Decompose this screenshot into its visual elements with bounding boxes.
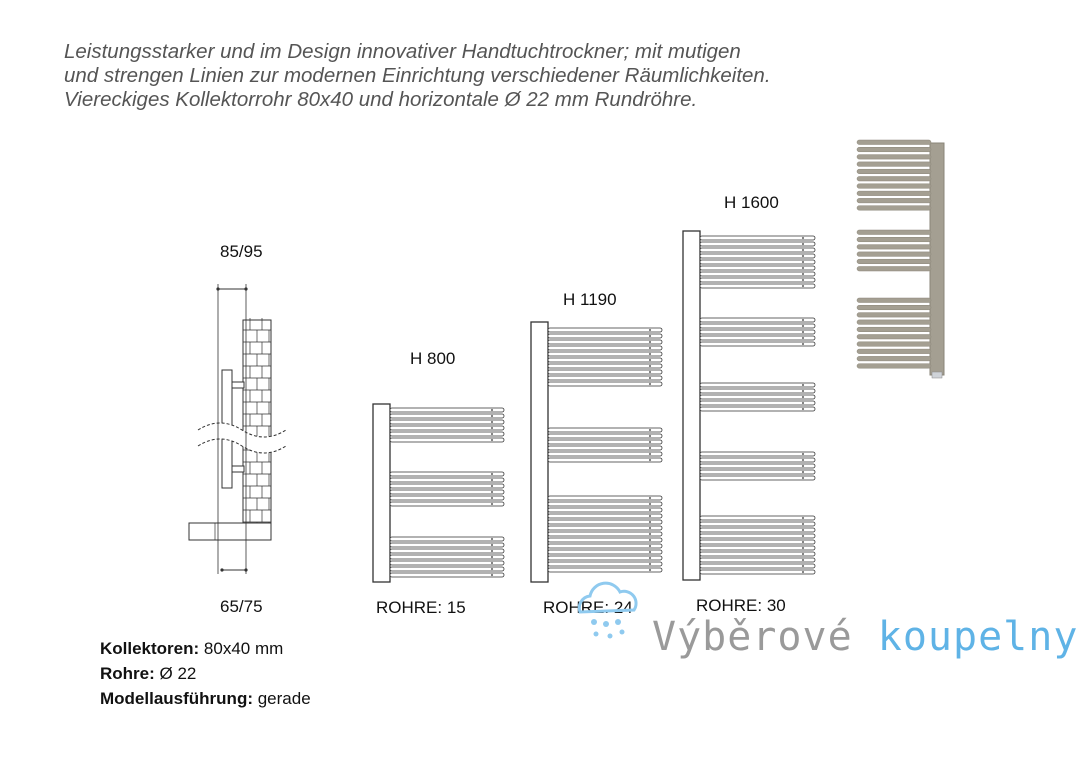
side-view-drawing — [189, 284, 286, 574]
tube — [700, 407, 815, 411]
tube — [700, 476, 815, 480]
tube — [548, 562, 662, 566]
tube-cap — [491, 485, 493, 487]
shower-cloud-icon — [570, 572, 650, 662]
spec-model — [100, 686, 311, 711]
tube — [700, 336, 815, 340]
tube — [700, 528, 815, 532]
tube-cap — [491, 544, 493, 546]
product-tube — [857, 298, 931, 303]
tube-cap — [649, 335, 651, 337]
tube-cap — [649, 521, 651, 523]
tube-cap — [802, 255, 804, 257]
tube — [390, 408, 504, 412]
tube-cap — [649, 441, 651, 443]
tube — [548, 376, 662, 380]
tube-cap — [649, 551, 651, 553]
tube-cap — [802, 541, 804, 543]
tube-cap — [649, 515, 651, 517]
tube — [548, 556, 662, 560]
tube-cap — [649, 509, 651, 511]
tube — [548, 328, 662, 332]
tube — [390, 549, 504, 553]
model-h1600-tubes-label: ROHRE: 30 — [696, 596, 786, 615]
spec-tubes — [100, 661, 311, 686]
tube — [390, 502, 504, 506]
tube-cap — [649, 503, 651, 505]
tube — [700, 522, 815, 526]
product-tube — [857, 191, 931, 196]
tube — [548, 514, 662, 518]
product-tube — [857, 230, 931, 235]
tube-cap — [802, 529, 804, 531]
tube — [700, 534, 815, 538]
tube — [548, 440, 662, 444]
tube — [700, 330, 815, 334]
tube-cap — [491, 538, 493, 540]
tube-cap — [649, 377, 651, 379]
tube — [390, 426, 504, 430]
tube-cap — [802, 396, 804, 398]
tube-cap — [649, 347, 651, 349]
tube-cap — [649, 569, 651, 571]
tube-cap — [649, 447, 651, 449]
tube-cap — [802, 319, 804, 321]
tube — [548, 340, 662, 344]
tube-cap — [649, 453, 651, 455]
intro-line-3: Viereckiges Kollektorrohr 80x40 und horizontale Ø 22 mm Rundröhre. — [64, 88, 698, 111]
product-tube — [857, 169, 931, 174]
tube — [390, 414, 504, 418]
tube-cap — [802, 325, 804, 327]
tube-cap — [491, 421, 493, 423]
break-fill — [198, 423, 286, 453]
radiator-h1190-drawing — [531, 322, 662, 582]
tube-cap — [491, 433, 493, 435]
tube — [390, 567, 504, 571]
tube-cap — [491, 574, 493, 576]
tube-cap — [802, 565, 804, 567]
tube — [548, 526, 662, 530]
dimension-tick — [216, 287, 219, 290]
tube-cap — [649, 383, 651, 385]
tube — [548, 334, 662, 338]
tube — [700, 552, 815, 556]
tube — [548, 346, 662, 350]
tube — [700, 324, 815, 328]
tube-cap — [649, 435, 651, 437]
tube-cap — [802, 337, 804, 339]
tube-cap — [802, 343, 804, 345]
tube-cap — [649, 429, 651, 431]
tube-cap — [649, 341, 651, 343]
tube — [548, 458, 662, 462]
side-view-top-dimension: 85/95 — [220, 242, 263, 261]
product-tube — [857, 206, 931, 211]
tube — [548, 434, 662, 438]
bracket-top — [232, 382, 244, 388]
tube — [700, 401, 815, 405]
product-tube — [857, 356, 931, 361]
tube — [700, 464, 815, 468]
tube — [390, 537, 504, 541]
tube-cap — [649, 359, 651, 361]
tube-cap — [491, 415, 493, 417]
tube-cap — [802, 331, 804, 333]
product-tube — [857, 162, 931, 167]
tube-cap — [649, 557, 651, 559]
spec-collectors-value: 80x40 mm — [203, 639, 284, 658]
tube-cap — [491, 568, 493, 570]
tube — [700, 564, 815, 568]
tube — [390, 478, 504, 482]
tube — [548, 532, 662, 536]
tube-cap — [649, 353, 651, 355]
tube — [548, 502, 662, 506]
tube-cap — [802, 243, 804, 245]
tube-cap — [802, 559, 804, 561]
spec-model-value: gerade — [257, 689, 311, 708]
watermark-word-1: Výběrové — [652, 614, 853, 660]
tube — [700, 236, 815, 240]
tube-cap — [491, 556, 493, 558]
product-tube — [857, 335, 931, 340]
spec-collectors — [100, 636, 311, 661]
tube-cap — [491, 439, 493, 441]
tube — [390, 543, 504, 547]
product-photo — [857, 140, 944, 378]
watermark-text — [652, 614, 1078, 660]
dimension-tick — [244, 287, 247, 290]
tube-cap — [802, 459, 804, 461]
floor — [189, 523, 271, 540]
tube-cap — [802, 547, 804, 549]
tube-cap — [802, 408, 804, 410]
tube — [548, 496, 662, 500]
product-tube — [857, 305, 931, 310]
product-tube — [857, 259, 931, 264]
watermark-word-2: koupelny — [877, 614, 1078, 660]
model-h1600-height-label: H 1600 — [724, 193, 779, 212]
model-h1190-tubes-label: ROHRE: 24 — [543, 598, 633, 617]
tube-cap — [802, 535, 804, 537]
tube — [700, 272, 815, 276]
tube-cap — [649, 497, 651, 499]
product-tube — [857, 349, 931, 354]
tube — [548, 352, 662, 356]
bracket-bottom — [232, 466, 244, 472]
collector-rect — [683, 231, 700, 580]
tube — [390, 432, 504, 436]
tube — [700, 516, 815, 520]
tube — [700, 260, 815, 264]
tube-cap — [491, 409, 493, 411]
tube — [548, 364, 662, 368]
tube-cap — [802, 384, 804, 386]
specifications — [100, 636, 311, 711]
tube — [700, 284, 815, 288]
tube-cap — [491, 562, 493, 564]
tube — [548, 428, 662, 432]
tube — [548, 382, 662, 386]
tube — [548, 358, 662, 362]
tube — [700, 395, 815, 399]
tube — [548, 538, 662, 542]
tube — [548, 544, 662, 548]
product-tube — [857, 177, 931, 182]
side-view-bottom-dimension: 65/75 — [220, 597, 263, 616]
tube — [548, 550, 662, 554]
tube — [700, 254, 815, 258]
tube-cap — [491, 550, 493, 552]
product-tube — [857, 184, 931, 189]
tube-cap — [802, 465, 804, 467]
spec-tubes-label: Rohre: — [100, 664, 155, 683]
tube-cap — [491, 473, 493, 475]
tube — [700, 342, 815, 346]
tube-cap — [802, 273, 804, 275]
tube-cap — [649, 371, 651, 373]
tube-cap — [802, 267, 804, 269]
dimension-tick — [244, 568, 247, 571]
radiator-h1600-drawing — [683, 231, 815, 580]
collector-rect — [531, 322, 548, 582]
spec-collectors-label: Kollektoren: — [100, 639, 200, 658]
tube — [390, 490, 504, 494]
product-tube — [857, 198, 931, 203]
tube-cap — [802, 249, 804, 251]
tube — [700, 318, 815, 322]
tube — [548, 508, 662, 512]
tube — [390, 555, 504, 559]
tube — [700, 540, 815, 544]
product-tube — [857, 267, 931, 272]
tube — [700, 266, 815, 270]
collector-rect — [373, 404, 390, 582]
tube-cap — [802, 279, 804, 281]
tube — [700, 558, 815, 562]
product-tube — [857, 313, 931, 318]
tube-cap — [649, 539, 651, 541]
tube — [390, 561, 504, 565]
product-tube — [857, 320, 931, 325]
tube-cap — [649, 459, 651, 461]
tube-cap — [491, 479, 493, 481]
tube — [390, 484, 504, 488]
tube-cap — [649, 527, 651, 529]
product-tube — [857, 155, 931, 160]
tube — [700, 242, 815, 246]
product-tube — [857, 147, 931, 152]
tube — [548, 520, 662, 524]
model-h800-tubes-label: ROHRE: 15 — [376, 598, 466, 617]
tube — [548, 446, 662, 450]
tube — [700, 389, 815, 393]
tube — [700, 452, 815, 456]
model-h1190-height-label: H 1190 — [563, 290, 617, 309]
tube — [548, 370, 662, 374]
tube-cap — [649, 533, 651, 535]
product-tube — [857, 237, 931, 242]
tube — [700, 383, 815, 387]
product-tube — [857, 327, 931, 332]
tube-cap — [802, 237, 804, 239]
tube-cap — [649, 329, 651, 331]
intro-line-1: Leistungsstarker und im Design innovativer Handtuchtrockner; mit mutigen — [64, 40, 741, 63]
spec-tubes-value: Ø 22 — [159, 664, 197, 683]
intro-line-2: und strengen Linien zur modernen Einrichtung verschiedener Räumlichkeiten. — [64, 64, 771, 87]
tube-cap — [802, 390, 804, 392]
product-tube — [857, 364, 931, 369]
tube — [700, 278, 815, 282]
tube-cap — [802, 517, 804, 519]
tube-cap — [802, 285, 804, 287]
tube-cap — [649, 365, 651, 367]
tube-cap — [802, 261, 804, 263]
product-tube — [857, 245, 931, 250]
tube-cap — [802, 553, 804, 555]
tube-cap — [802, 453, 804, 455]
product-tube — [857, 140, 931, 145]
tube — [700, 470, 815, 474]
product-tube — [857, 252, 931, 257]
watermark — [570, 572, 1078, 662]
tube — [390, 438, 504, 442]
model-h800-height-label: H 800 — [410, 349, 456, 368]
tube — [390, 472, 504, 476]
tube — [390, 496, 504, 500]
tube-cap — [802, 477, 804, 479]
spec-model-label: Modellausführung: — [100, 689, 253, 708]
tube — [700, 248, 815, 252]
tube — [548, 452, 662, 456]
dimension-tick — [220, 568, 223, 571]
tube — [700, 458, 815, 462]
radiator-h800-drawing — [373, 404, 504, 582]
tube-cap — [491, 491, 493, 493]
tube — [390, 420, 504, 424]
tube-cap — [802, 402, 804, 404]
tube-cap — [491, 503, 493, 505]
product-valve — [932, 372, 942, 378]
product-collector — [930, 143, 944, 375]
tube-cap — [802, 471, 804, 473]
tube-cap — [491, 497, 493, 499]
tube-cap — [491, 427, 493, 429]
tube-cap — [802, 523, 804, 525]
tube — [700, 546, 815, 550]
tube-cap — [649, 563, 651, 565]
tube-cap — [649, 545, 651, 547]
product-tube — [857, 342, 931, 347]
tube — [390, 573, 504, 577]
